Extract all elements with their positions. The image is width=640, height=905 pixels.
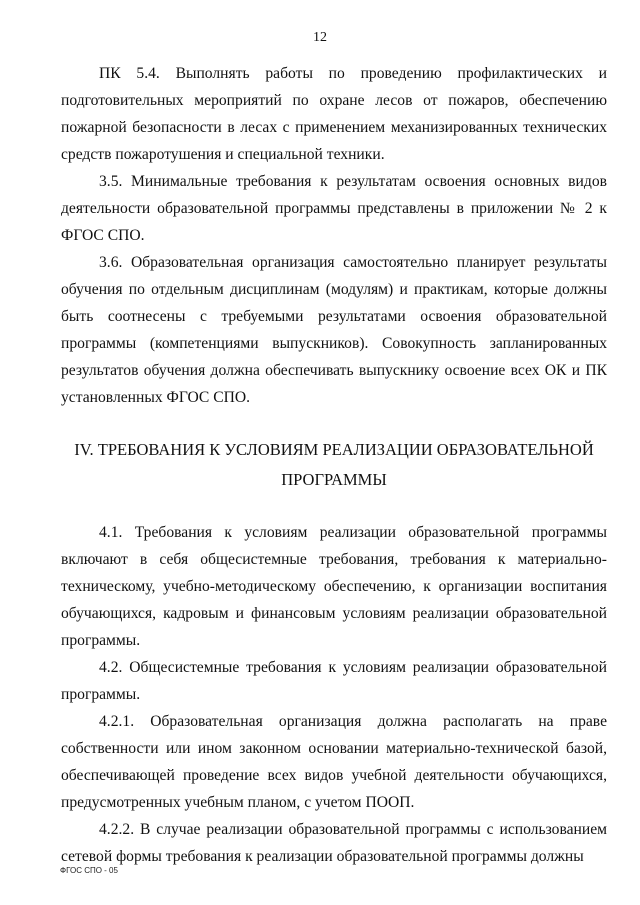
paragraph-pk-5-4: ПК 5.4. Выполнять работы по проведению профилактических и подготовительных мероприятий по охране лесов от пожаров, обеспечению пожарной безопасности в лесах с применением механизированных технических средств пожаротушения и специальной техники. — [61, 65, 607, 163]
paragraph-4-2-1: 4.2.1. Образовательная организация должна располагать на праве собственности или ином законном основании материально-технической базой, обеспечивающей проведение всех видов учебной деятельности обучающихся, предусмотренных учебным планом, с учетом ПООП. — [61, 713, 607, 811]
paragraph-3-6: 3.6. Образовательная организация самостоятельно планирует результаты обучения по отдельным дисциплинам (модулям) и практикам, которые должны быть соотнесены с требуемыми результатами освоения образовательной программы (компетенциями выпускников). Совокупность запланированных результатов обучения должна обеспечивать выпускнику освоение всех ОК и ПК установленных ФГОС СПО. — [61, 254, 607, 406]
section-heading: IV. ТРЕБОВАНИЯ К УСЛОВИЯМ РЕАЛИЗАЦИИ ОБРАЗОВАТЕЛЬНОЙ ПРОГРАММЫ — [74, 440, 594, 489]
paragraph-4-1: 4.1. Требования к условиям реализации образовательной программы включают в себя общесистемные требования, требования к материально-техническому, учебно-методическому обеспечению, к организации воспитания обучающихся, кадровым и финансовым условиям реализации образовательной программы. — [61, 524, 607, 649]
paragraph-3-5: 3.5. Минимальные требования к результатам освоения основных видов деятельности образовательной программы представлены в приложении № 2 к ФГОС СПО. — [61, 173, 607, 244]
paragraph-4-2: 4.2. Общесистемные требования к условиям реализации образовательной программы. — [61, 659, 607, 703]
page-content — [61, 60, 607, 870]
footer-code: ФГОС СПО - 05 — [60, 866, 118, 875]
paragraph-4-2-2: 4.2.2. В случае реализации образовательной программы с использованием сетевой формы требования к реализации образовательной программы должны — [61, 821, 607, 865]
page-number: 12 — [313, 30, 327, 45]
